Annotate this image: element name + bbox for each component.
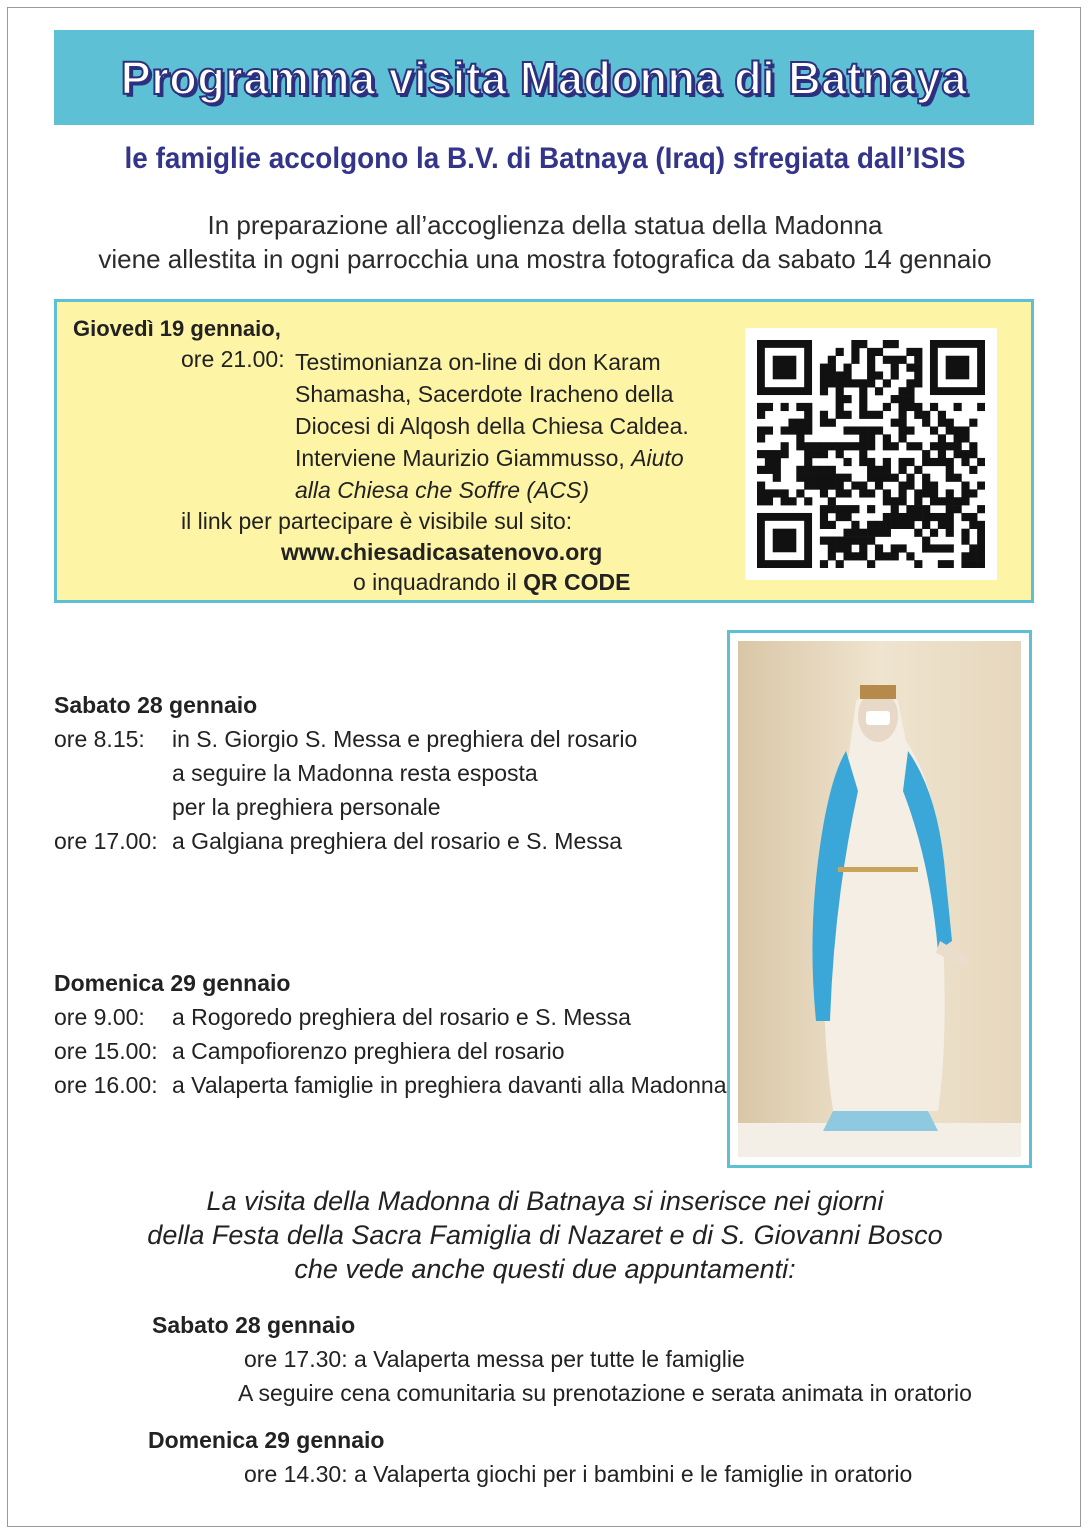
schedule-text: a Campofiorenzo preghiera del rosario	[172, 1038, 565, 1064]
event-time: ore 21.00:	[181, 346, 285, 372]
schedule-text: in S. Giorgio S. Messa e preghiera del rosario	[172, 726, 638, 752]
subtitle: le famiglie accolgono la B.V. di Batnaya (Iraq) sfregiata dall’ISIS	[124, 142, 966, 175]
schedule-text: a Rogoredo preghiera del rosario e S. Messa	[172, 1004, 631, 1030]
closing-line-3: che vede anche questi due appuntamenti:	[294, 1254, 796, 1284]
schedule-time: ore 16.00:	[54, 1072, 158, 1098]
final-sunday-line-1: ore 14.30: a Valaperta giochi per i bambini e le famiglie in oratorio	[244, 1461, 913, 1487]
list-item	[54, 1068, 726, 1102]
page-title: Programma visita Madonna di Batnaya	[120, 51, 968, 104]
qr-caption-prefix: o inquadrando il	[353, 569, 517, 595]
event-organization: Aiuto alla Chiesa che Soffre (ACS)	[295, 445, 684, 503]
sunday-schedule	[54, 966, 726, 1102]
final-saturday-line-2: A seguire cena comunitaria su prenotazione e serata animata in oratorio	[238, 1380, 972, 1406]
list-item	[54, 756, 637, 790]
schedule-text: a seguire la Madonna resta esposta	[172, 760, 538, 786]
closing-text	[0, 1184, 1090, 1286]
madonna-photo-frame	[727, 630, 1032, 1168]
website-link[interactable]: www.chiesadicasatenovo.org	[281, 539, 603, 565]
event-link-text: il link per partecipare è visibile sul sito:	[181, 508, 573, 534]
list-item	[54, 824, 637, 858]
madonna-statue-icon	[738, 641, 1021, 1157]
intro-text	[0, 208, 1090, 276]
qr-code-icon[interactable]	[745, 328, 997, 580]
schedule-text: a Valaperta famiglie in preghiera davanti alla Madonna	[172, 1072, 727, 1098]
saturday-day: Sabato 28 gennaio	[54, 692, 258, 718]
schedule-text: a Galgiana preghiera del rosario e S. Messa	[172, 828, 623, 854]
saturday-schedule	[54, 688, 637, 858]
qr-caption-label: QR CODE	[523, 569, 631, 595]
event-description	[295, 346, 725, 506]
closing-line-2: della Festa della Sacra Famiglia di Nazaret e di S. Giovanni Bosco	[147, 1220, 943, 1250]
madonna-statue-image	[738, 641, 1021, 1157]
schedule-time: ore 8.15:	[54, 726, 145, 752]
online-event-box	[54, 299, 1034, 603]
schedule-time: ore 17.00:	[54, 828, 158, 854]
list-item	[54, 790, 637, 824]
qr-code-graphic	[757, 340, 985, 568]
schedule-time: ore 15.00:	[54, 1038, 158, 1064]
event-description-text: Testimonianza on-line di don Karam Shamasha, Sacerdote Iracheno della Diocesi di Alqosh della Chiesa Caldea. Interviene Maurizio Giammusso,	[295, 349, 689, 471]
list-item	[54, 1000, 726, 1034]
final-saturday-day: Sabato 28 gennaio	[152, 1312, 356, 1338]
intro-line-1: In preparazione all’accoglienza della statua della Madonna	[207, 210, 883, 240]
title-banner	[54, 30, 1034, 125]
qr-caption	[353, 569, 630, 596]
final-sunday-day: Domenica 29 gennaio	[148, 1427, 385, 1453]
sunday-day: Domenica 29 gennaio	[54, 970, 291, 996]
intro-line-2: viene allestita in ogni parrocchia una mostra fotografica da sabato 14 gennaio	[98, 244, 992, 274]
list-item	[54, 722, 637, 756]
schedule-text: per la preghiera personale	[172, 794, 441, 820]
closing-line-1: La visita della Madonna di Batnaya si inserisce nei giorni	[206, 1186, 884, 1216]
event-date: Giovedì 19 gennaio,	[73, 316, 281, 341]
list-item	[54, 1034, 726, 1068]
schedule-time: ore 9.00:	[54, 1004, 145, 1030]
final-saturday-line-1: ore 17.30: a Valaperta messa per tutte le famiglie	[244, 1346, 745, 1372]
